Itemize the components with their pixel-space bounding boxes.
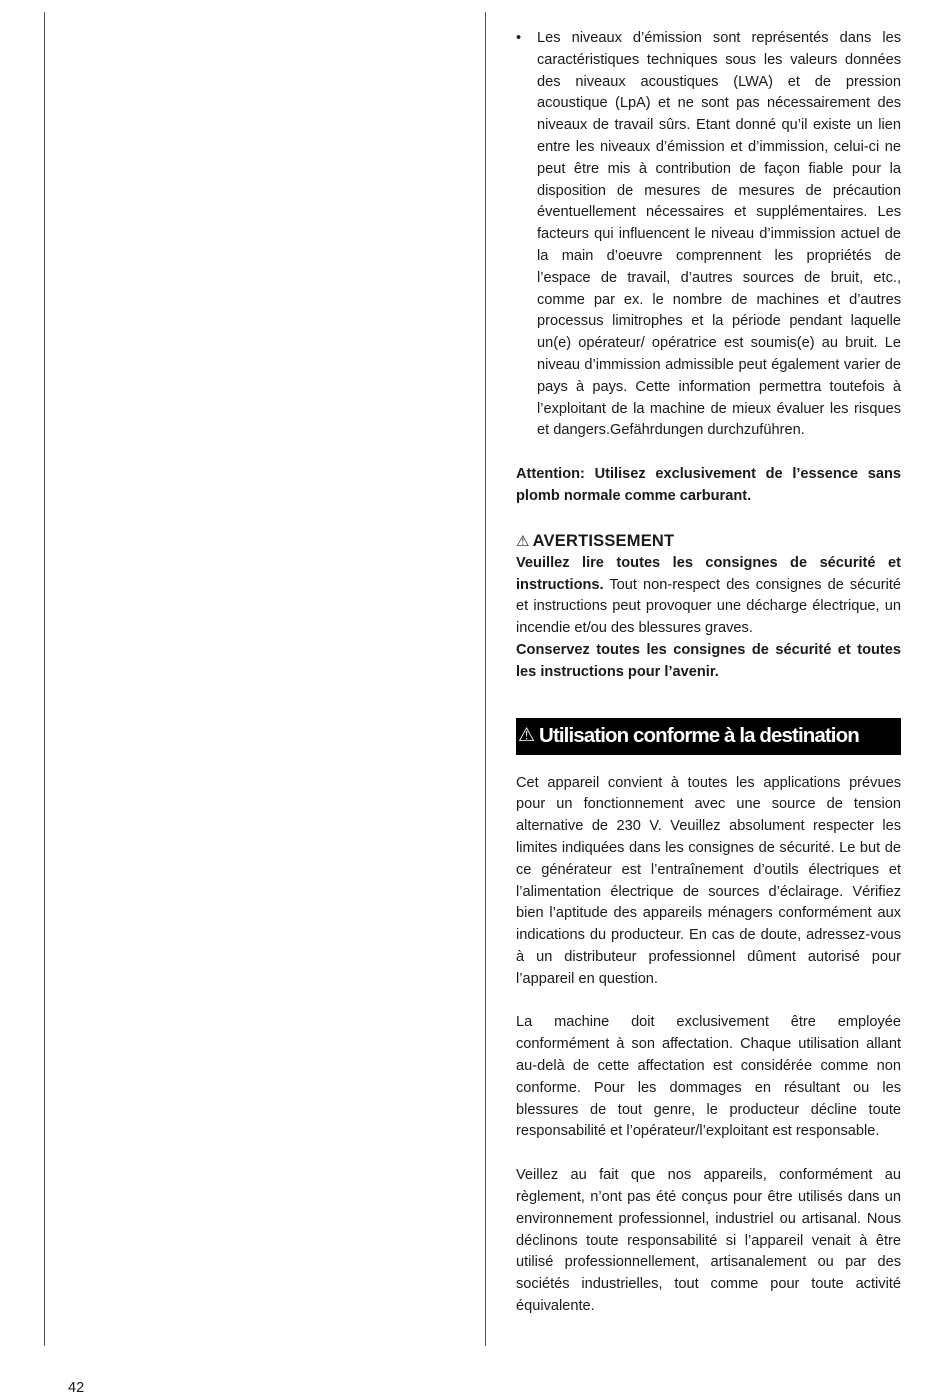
center-column-rule [485, 12, 486, 1346]
emission-levels-bullet [516, 28, 901, 442]
warning-title: AVERTISSEMENT [532, 531, 675, 550]
usage-paragraph-1: Cet appareil convient à toutes les applications prévues pour un fonctionnement avec une source de tension alternative de 230 V. Veuillez absolument respecter les limites indiquées dans les consignes de sécurité. Le but de ce générateur est l’entraînement d’outils électriques et l’alimentation électrique de sources d’éclairage. Vérifiez bien l’aptitude des appareils ménagers conformément aux indications du producteur. En cas de doute, adressez-vous à un distributeur professionnel dûment autorisé pour l’appareil en question. [516, 774, 901, 987]
bullet-marker: • [516, 30, 522, 46]
attention-note: Attention: Utilisez exclusivement de l’essence sans plomb normale comme carburant. [516, 466, 901, 504]
warning-paragraph [516, 553, 901, 640]
section-heading-bar [516, 718, 901, 755]
warning-triangle-icon: ⚠ [516, 532, 530, 550]
usage-paragraph-2: La machine doit exclusivement être employée conformément à son affectation. Chaque utilisation allant au-delà de cette affectation est considérée comme non conforme. Pour les dommages en résultant ou les blessures de tout genre, le producteur décline toute responsabilité et l’opérateur/l’exploitant est responsable. [516, 1014, 901, 1140]
bullet-text: Les niveaux d’émission sont représentés dans les caractéristiques techniques sous les valeurs données des niveaux acoustiques (LWA) et de pression acoustique (LpA) et ne sont pas nécessairement des niveaux de travail sûrs. Etant donné qu’il existe un lien entre les niveaux d’émission et d’immission, celui-ci ne peut être mis à contribution de façon fiable pour la disposition de mesures de mesures de précaution éventuellement nécessaires et supplémentaires. Les facteurs qui influencent le niveau d’immission actuel de la main d’oeuvre comprennent les propriétés de l’espace de travail, d’autres sources de bruit, etc., comme par ex. le nombre de machines et d’autres processus limitrophes et la période pendant laquelle un(e) opérateur/ opératrice est soumis(e) au bruit. Le niveau d’immission admissible peut également varier de pays à pays. Cette information permettra toutefois à l’exploitant de la machine de mieux évaluer les risques et dangers.Gefährdungen durchzuführen. [537, 30, 901, 439]
section-warning-triangle-icon: ⚠ [518, 725, 536, 747]
warning-keep-instructions: Conservez toutes les consignes de sécurité et toutes les instructions pour l’avenir. [516, 641, 901, 680]
right-column [516, 28, 901, 1318]
left-column-rule [44, 12, 45, 1346]
warning-text: Tout non-respect des consignes de sécurité et instructions peut provoquer une décharge électrique, un incendie et/ou des blessures graves. [516, 576, 901, 637]
warning-heading [516, 530, 901, 553]
section-title: Utilisation conforme à la destination [539, 724, 859, 748]
page-number: 42 [68, 1380, 85, 1396]
usage-paragraph-3: Veillez au fait que nos appareils, conformément au règlement, n’ont pas été conçus pour être utilisés dans un environnement professionnel, industriel ou artisanal. Nous déclinons toute responsabilité si l’appareil venait à être utilisé professionnellement, artisanalement ou par des sociétés industrielles, tout comme pour toute activité équivalente. [516, 1167, 901, 1315]
warning-bold-lead: Veuillez lire toutes les consignes de sécurité et instructions. [516, 554, 901, 593]
